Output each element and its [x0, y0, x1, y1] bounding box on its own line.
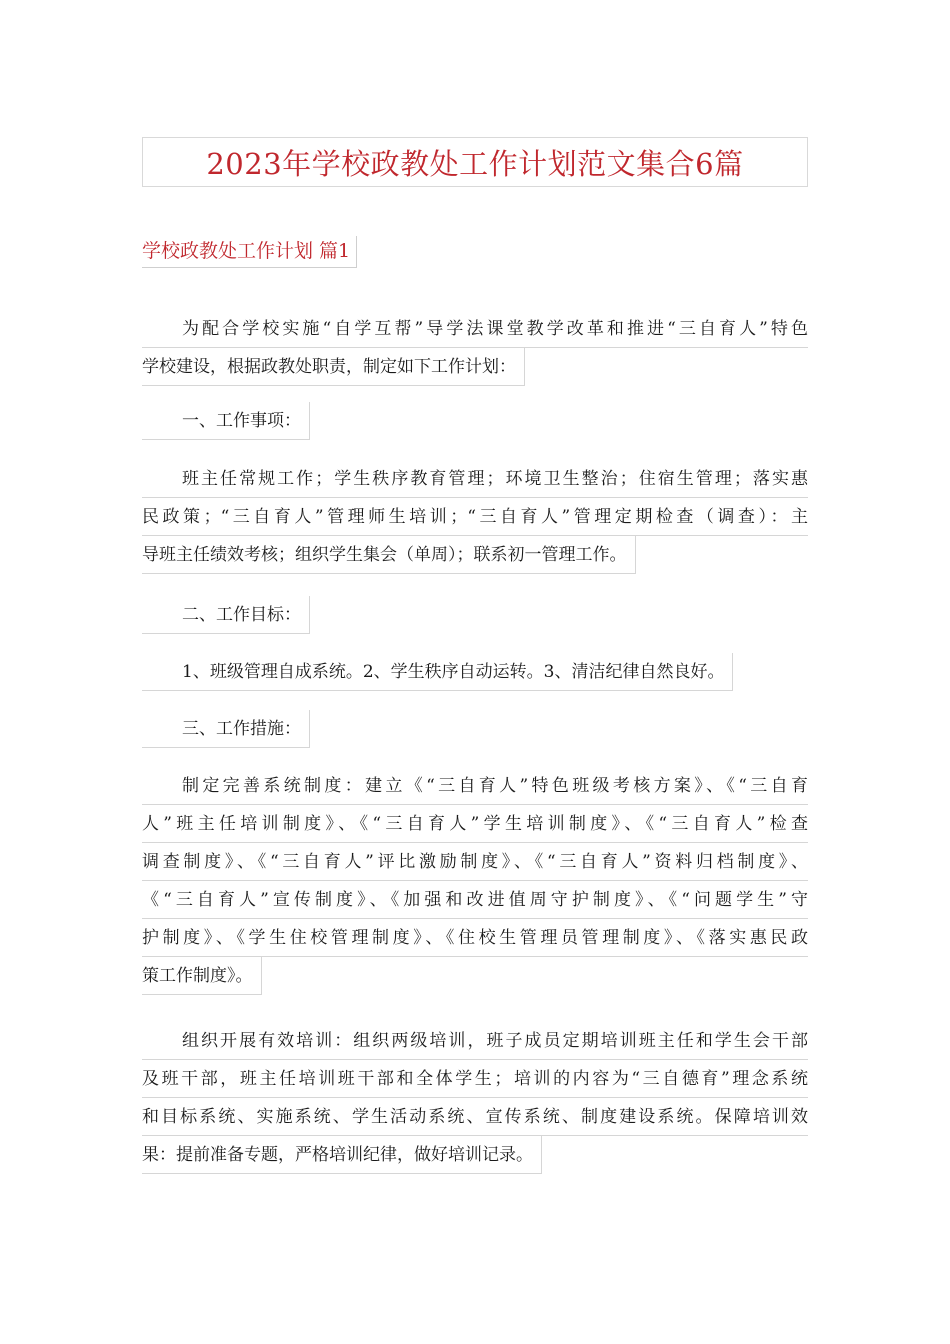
- measure-line: 人”班主任培训制度》、《“三自育人”学生培训制度》、《“三自育人”检查: [142, 805, 808, 843]
- heading-work-goals: [142, 596, 808, 648]
- measure-line: 及班干部，班主任培训班干部和全体学生；培训的内容为“三自德育”理念系统: [142, 1060, 808, 1098]
- intro-paragraph: [142, 310, 808, 400]
- work-goals-paragraph: [142, 653, 808, 705]
- measure-line: 制定完善系统制度：建立《“三自育人”特色班级考核方案》、《“三自育: [142, 767, 808, 805]
- measure-line: 护制度》、《学生住校管理制度》、《住校生管理员管理制度》、《落实惠民政: [142, 919, 808, 957]
- measure-line: 组织开展有效培训：组织两级培训，班子成员定期培训班主任和学生会干部: [142, 1022, 808, 1060]
- measure-line: 果：提前准备专题，严格培训纪律，做好培训记录。: [142, 1136, 542, 1174]
- work-items-paragraph: [142, 460, 808, 588]
- intro-line: 学校建设，根据政教处职责，制定如下工作计划：: [142, 348, 525, 386]
- heading-work-items: [142, 402, 808, 454]
- measure-system-paragraph: [142, 767, 808, 1009]
- section-heading: 学校政教处工作计划 篇1: [142, 236, 357, 268]
- heading-text: 二、工作目标：: [142, 596, 310, 634]
- measure-training-paragraph: [142, 1022, 808, 1188]
- intro-line: 为配合学校实施“自学互帮”导学法课堂教学改革和推进“三自育人”特色: [142, 310, 808, 348]
- heading-text: 三、工作措施：: [142, 710, 310, 748]
- measure-line: 和目标系统、实施系统、学生活动系统、宣传系统、制度建设系统。保障培训效: [142, 1098, 808, 1136]
- heading-work-measures: [142, 710, 808, 762]
- measure-line: 《“三自育人”宣传制度》、《加强和改进值周守护制度》、《“问题学生”守: [142, 881, 808, 919]
- work-items-line: 导班主任绩效考核；组织学生集会（单周）；联系初一管理工作。: [142, 536, 636, 574]
- measure-line: 策工作制度》。: [142, 957, 262, 995]
- work-items-line: 班主任常规工作；学生秩序教育管理；环境卫生整治；住宿生管理；落实惠: [142, 460, 808, 498]
- document-title: 2023年学校政教处工作计划范文集合6篇: [206, 146, 744, 181]
- work-items-line: 民政策；“三自育人”管理师生培训；“三自育人”管理定期检查（调查）：主: [142, 498, 808, 536]
- heading-text: 一、工作事项：: [142, 402, 310, 440]
- document-title-box: [142, 137, 808, 187]
- measure-line: 调查制度》、《“三自育人”评比激励制度》、《“三自育人”资料归档制度》、: [142, 843, 808, 881]
- work-goals-line: 1、班级管理自成系统。2、学生秩序自动运转。3、清洁纪律自然良好。: [142, 653, 733, 691]
